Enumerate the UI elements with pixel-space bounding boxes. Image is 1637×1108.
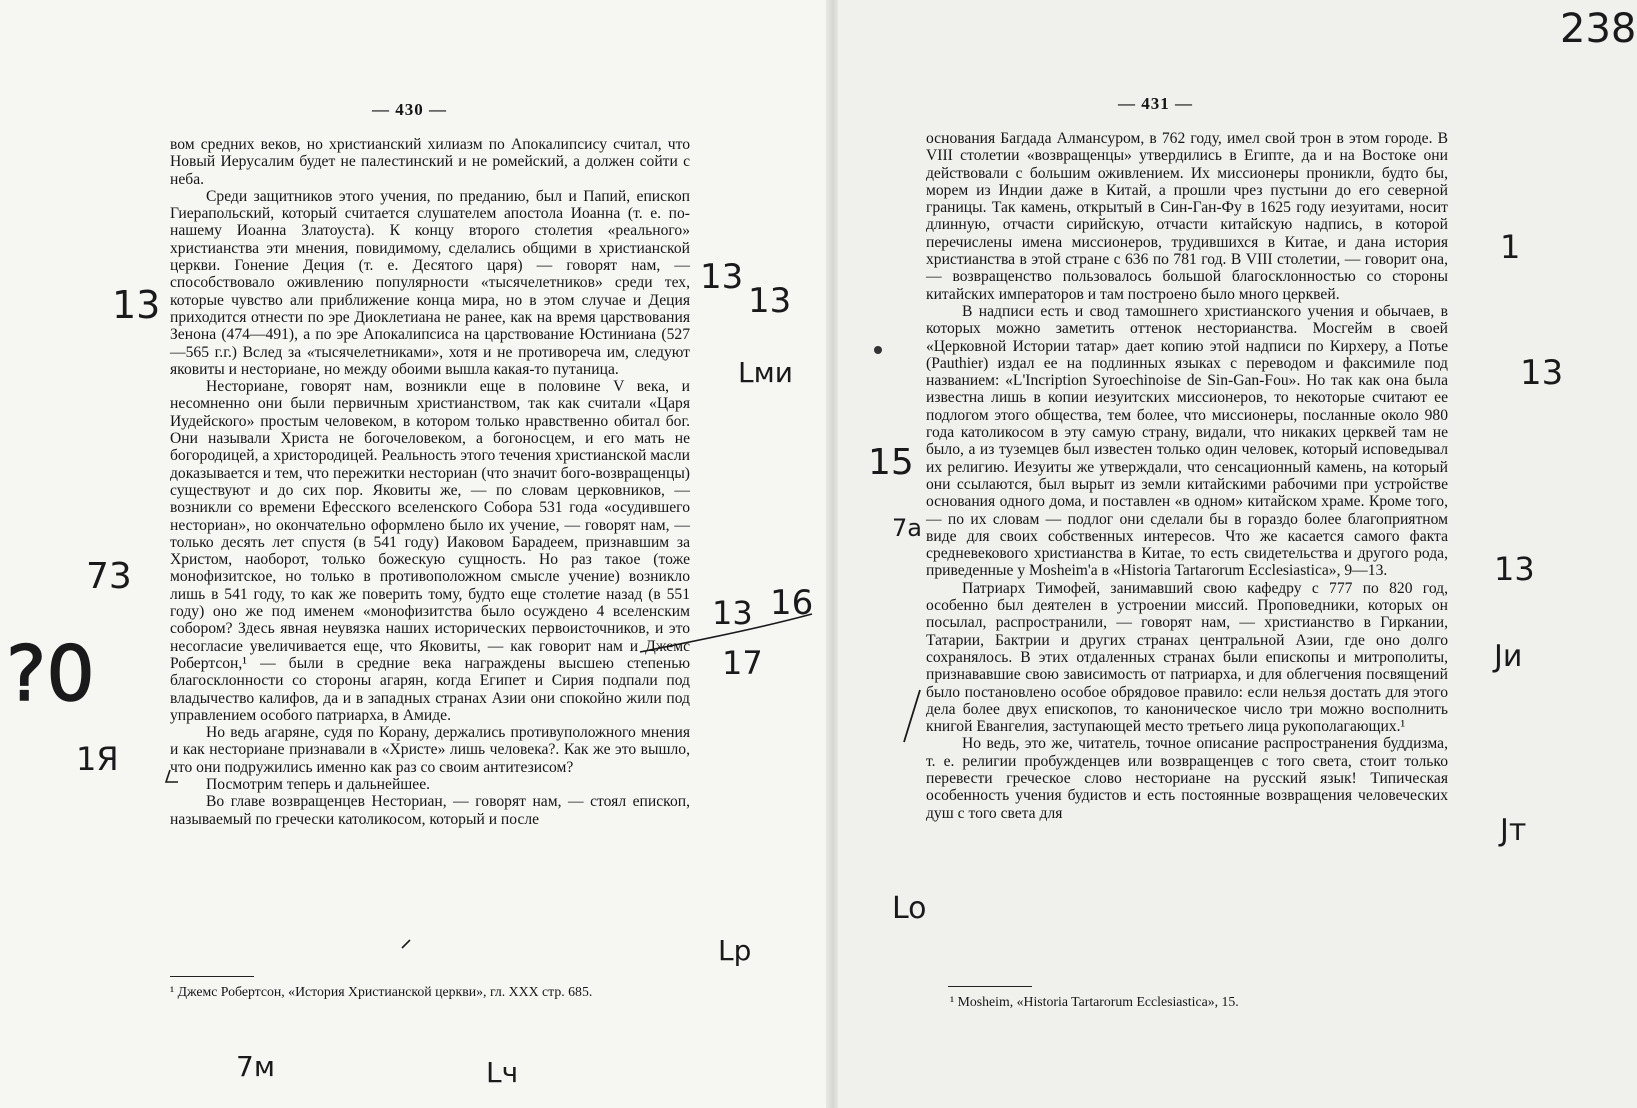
margin-note: 15 [868, 442, 914, 483]
margin-note: Jт [1500, 813, 1527, 848]
corner-number: 238 [1560, 6, 1637, 52]
margin-note: Jи [1494, 639, 1523, 674]
margin-note: 16 [770, 583, 814, 623]
footnote: ¹ Mosheim, «Historia Tartarorum Ecclesiastica», 15. [950, 994, 1239, 1009]
margin-note: Lч [486, 1056, 519, 1089]
margin-note: ?0 [6, 629, 95, 718]
margin-note: 13 [1494, 550, 1535, 588]
paragraph: Во главе возвращенцев Несториан, — говорят нам, — стоял епископ, называемый по гречески католикосом, который и после [170, 793, 690, 828]
paragraph: основания Багдада Алмансуром, в 762 году, имел свой трон в этом городе. В VIII столетии «возвращенцы» утвердились в Египте, да и на Востоке они действовали с большим оживлением. Их миссионеры проникли, будто бы, морем из Индии даже в Китай, а прошли чрез пустыни до его северной границы. Так камень, открытый в Син-Ган-Фу в 1625 году иезуитами, носит длинную, отчасти сирийскую, отчасти китайскую надпись, в которой перечислены имена миссионеров, трудившихся в Китае, и дана история христианства в этой стране с 636 по 781 год. В VIII столетии, — говорит она, — возвращенство пользовалось большой благосклонностью со стороны китайских императоров и там построено было много церквей. [926, 130, 1448, 303]
margin-note: 13 [748, 281, 792, 321]
margin-note: 7м [236, 1050, 275, 1083]
margin-note: Lми [738, 356, 793, 389]
margin-note: Lo [892, 891, 927, 926]
margin-note: 17 [722, 644, 763, 682]
margin-note: 1 [1500, 228, 1521, 266]
page-number: — 431 — [1118, 94, 1193, 113]
margin-note: 13 [112, 283, 161, 327]
paragraph: Патриарх Тимофей, занимавший свою кафедру с 777 по 820 год, особенно был деятелен в устроении миссий. Проповедники, которых он посылал, распространили, — говорят нам, — христианство в Гиркании, Татарии, Бактрии и других странах центральной Азии, где оно долго сохранялось. В этих отдаленных странах были епископы и митрополиты, признававшие свою зависимость от патриарха, и для облегчения посвящений было постановлено особое обрядовое правило: если нельзя достать для этого дела более двух епископов, то каноническое число три можно восполнить книгой Евангелия, заступающей место третьего лица рукополагающих.¹ [926, 579, 1448, 736]
paragraph: вом средних веков, но христианский хилиазм по Апокалипсису считал, что Новый Иерусалим будет не палестинский и не ромейский, а должен сойти с неба. [170, 136, 690, 188]
margin-note: Lр [718, 934, 752, 967]
margin-note: 1Я [76, 740, 119, 778]
paragraph: Но ведь агаряне, судя по Корану, держались противуположного мнения и как несториане признавали в «Христе» лишь человека?. Как же это вышло, что они подружились именно как раз со своим антитезисом? [170, 724, 690, 776]
margin-note: 13 [1520, 353, 1564, 393]
margin-note: 13 [712, 594, 753, 632]
margin-note: 73 [86, 556, 132, 597]
page-body [170, 136, 690, 828]
page-body [926, 130, 1448, 822]
paragraph: Но ведь, это же, читатель, точное описание распространения буддизма, т. е. религии пробужденцев или возвращенцев с того света, стоит только перевести греческое слово несториане на русский язык! Типическая особенность учения будистов и есть постоянные возвращения человеческих душ с того света для [926, 735, 1448, 822]
page-number: — 430 — [372, 100, 447, 119]
margin-note: 13 [700, 257, 744, 297]
paragraph: В надписи есть и свод тамошнего христианского учения и обычаев, в которых можно заметить оттенок несторианства. Мосгейм в своей «Церковной Истории татар» дает копию этой надписи по Кирхеру, а Потье (Pauthier) издал ее на подлинных языках с переводом и факсимиле под названием: «L'Incription Syroechinoise de Sin-Gan-Fou». Но так как она была известна лишь в копии иезуитских миссионеров, то некоторые считают ее подлогом этого общества, тем более, что миссионеры, посланные около 980 года католикосом в эту самую страну, видали, что никаких церквей там не было, а из туземцев был известен только один человек, который исповедывал их религию. Иезуиты же утверждали, что сенсационный камень, на который они ссылаются, был вырыт из земли китайскими рабочими при устройстве основания одного дома, и поставлен «в одном» китайском храме. Кроме того, — по их словам — подлог они сделали бы в гораздо более благоприятном виде для своих собственных интересов. Что же касается самого факта средневекового христианства в Китае, то есть свидетельства и другого рода, приведенные у Mosheim'а в «Historia Tartarorum Ecclesiastica», 9—13. [926, 302, 1448, 580]
paragraph: Несториане, говорят нам, возникли еще в половине V века, и несомненно они были первичным христианством, так как считали «Царя Иудейского» простым человеком, в котором только нравственно обитал бог. Они называли Христа не богочеловеком, а богоносцем, и его мать не богородицей, а христородицей. Реальность этого течения христианской масли доказывается и тем, что пережитки несториан (что значит бого-возвращенцы) существуют и до сих пор. Яковиты же, — по словам церковников, — возникли со времени Ефесского вселенского Собора 531 года «осудившего несториан», но окончательно оформлено было их учение, — говорят нам, — только десять лет спустя (в 541 году) Иаковом Барадеем, признавшим за Христом, наоборот, только божескую сущность. Но раз такое (тоже монофизитское, но только в противоположном смысле учение) возникло лишь в 541 году, то как же поверить тому, будто еще столетие назад (в 551 году) оно же под именем «монофизитства было осуждено 4 вселенским собором? Здесь явная неувязка наших исторических первоисточников, и это несогласие увеличивается еще, что Яковиты, — как говорит нам и Джемс Робертсон,¹ — были в средние века награждены высшею степенью благосклонности со стороны агарян, когда Египет и Сирия подпали под владычество калифов, да и в западных странах Азии они спокойно жили под управлением особого патриарха, в Амиде. [170, 378, 690, 724]
footnote-rule [170, 976, 254, 977]
paragraph: Среди защитников этого учения, по преданию, был и Папий, епископ Гиерапольский, который считается слушателем апостола Иоанна (т. е. по-нашему Иоанна Златоуста). К концу второго столетия «реального» христианства эти мнения, повидимому, сделались общими в христианской церкви. Гонение Деция (т. е. Десятого царя) — говорят нам, — способствовало оживлению популярности «тысячелетников» среди тех, которые чувство али приближение конца мира, но в этом случае и Деция приходится отнести по эре Диоклетиана не ранее, как на время царствования Зенона (474—491), а по эре Апокалипсиса на царствование Юстиниана (527—565 г.г.) Вслед за «тысячелетниками», хотя и не противореча им, следуют яковиты и несториане, но между обоими вышла какая-то путаница. [170, 187, 690, 378]
right-page [838, 0, 1637, 1108]
footnote: ¹ Джемс Робертсон, «История Христианской церкви», гл. XXX стр. 685. [170, 984, 593, 999]
footnote-rule [948, 986, 1032, 987]
margin-note: 7а [892, 514, 922, 542]
paragraph: Посмотрим теперь и дальнейшее. [206, 775, 431, 793]
